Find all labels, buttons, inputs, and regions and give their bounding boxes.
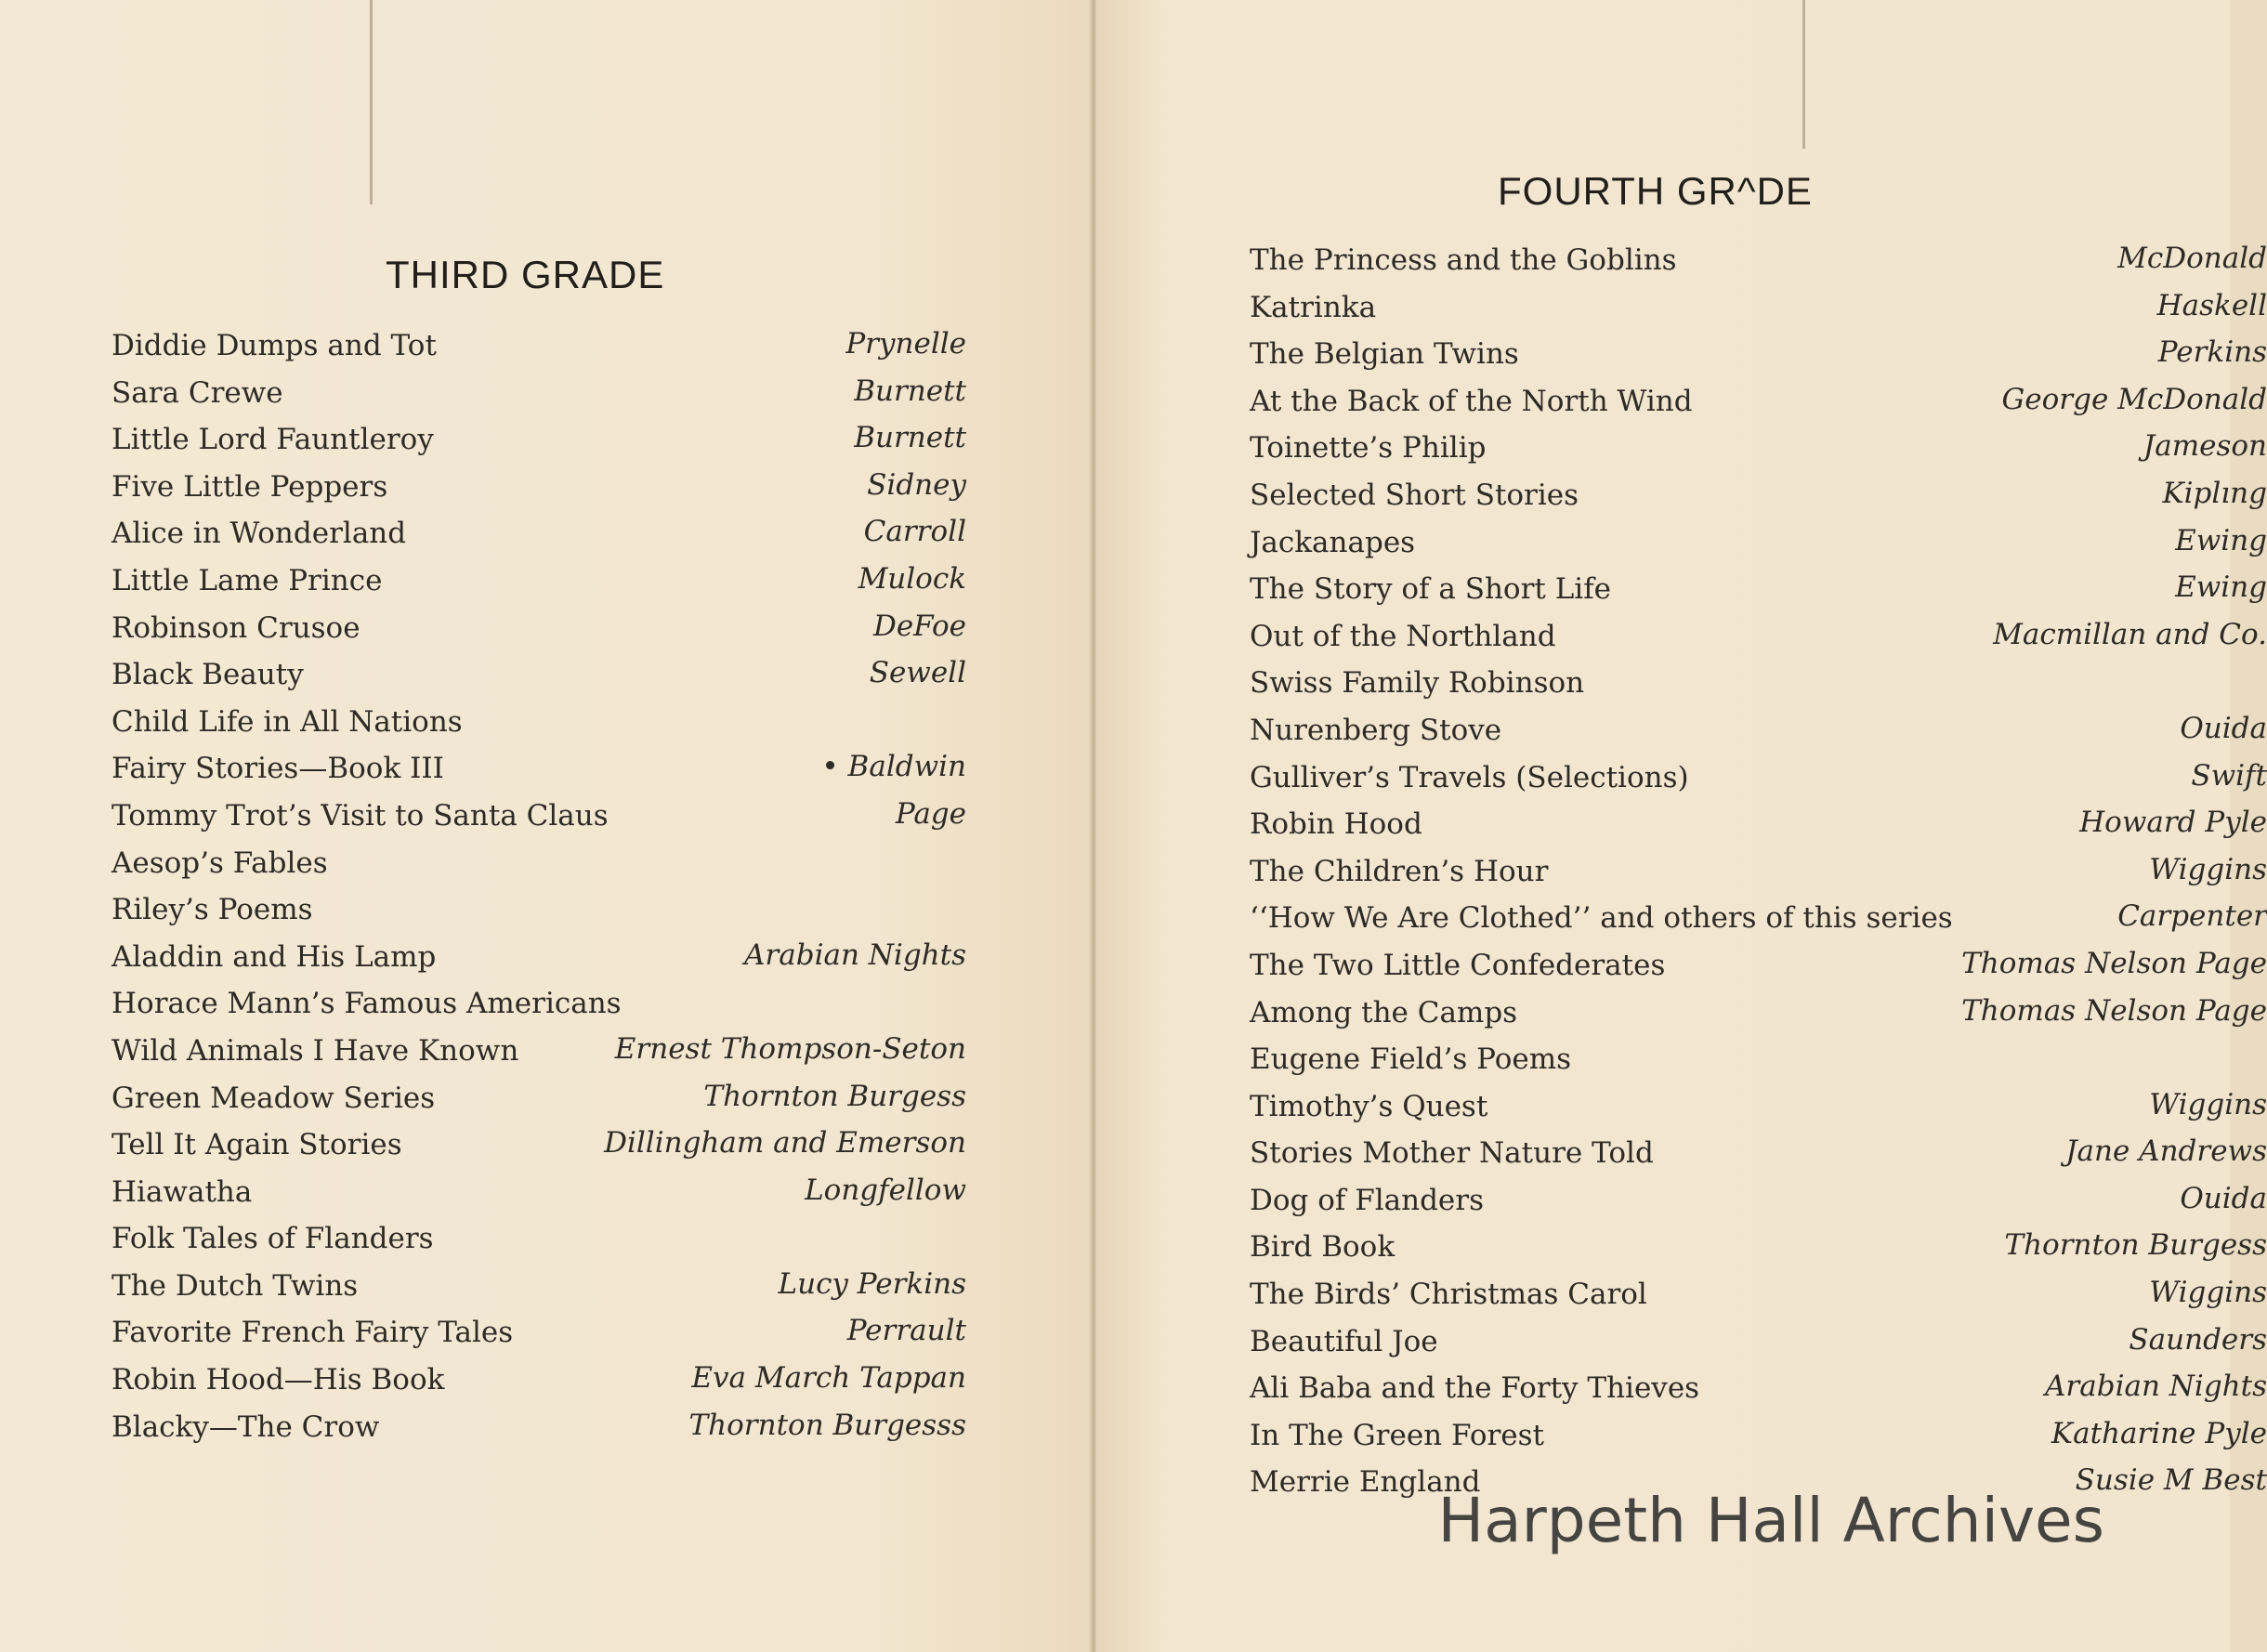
book-title: Ali Baba and the Forty Thieves (1250, 1371, 1700, 1406)
book-author: Ernest Thompson-Seton (614, 1031, 966, 1066)
book-title: Katrinka (1250, 290, 1377, 324)
book-author: Dillingham and Emerson (604, 1126, 966, 1160)
book-title: Folk Tales of Flanders (111, 1222, 434, 1256)
book-row (111, 1357, 966, 1404)
book-author: Eva March Tappan (691, 1361, 966, 1396)
book-title: Wild Animals I Have Known (111, 1033, 519, 1068)
book-row (1250, 1271, 2267, 1318)
book-row (111, 1075, 966, 1122)
book-author: Thomas Nelson Page (1961, 946, 2267, 980)
book-row (1250, 472, 2267, 519)
book-author: Thornton Burgess (2004, 1228, 2267, 1263)
book-title: Dog of Flanders (1250, 1183, 1484, 1217)
book-author: Thornton Burgess (703, 1079, 966, 1113)
book-row (111, 1028, 966, 1075)
book-title: Merrie England (1250, 1465, 1481, 1500)
book-title: Favorite French Fairy Tales (111, 1316, 514, 1350)
book-title: At the Back of the North Wind (1250, 384, 1693, 418)
book-title: Child Life in All Nations (111, 704, 463, 739)
book-row (1250, 425, 2267, 472)
third-grade-heading: THIRD GRADE (386, 253, 665, 296)
book-row (1250, 1083, 2267, 1131)
book-row (111, 605, 966, 652)
book-title: Among the Camps (1250, 995, 1518, 1029)
book-title: Diddie Dumps and Tot (111, 329, 437, 362)
book-row (111, 1263, 966, 1310)
book-title: In The Green Forest (1250, 1418, 1545, 1452)
book-row (111, 699, 966, 746)
book-author: Ouida (2180, 711, 2267, 745)
book-row (1250, 848, 2267, 896)
book-title: Fairy Stories—Book III (111, 752, 444, 786)
book-title: Robin Hood—His Book (111, 1363, 445, 1397)
book-row (1250, 1224, 2267, 1271)
book-author: Thomas Nelson Page (1961, 993, 2267, 1028)
book-row (111, 510, 966, 557)
book-title: Timothy’s Quest (1250, 1089, 1488, 1123)
book-title: The Dutch Twins (111, 1268, 359, 1303)
book-row (1250, 660, 2267, 707)
book-title: Alice in Wonderland (111, 517, 407, 551)
book-title: Black Beauty (111, 658, 304, 692)
book-author: Haskell (2156, 288, 2267, 322)
book-row (1250, 613, 2267, 661)
book-author: Prynelle (845, 327, 966, 361)
book-author: McDonald (2117, 242, 2267, 275)
book-author: Burnett (854, 374, 966, 408)
book-author: • Baldwin (821, 750, 966, 784)
book-author: Wiggins (2149, 1276, 2267, 1310)
fourth-grade-book-list (1250, 237, 2267, 1506)
book-author: Wiggins (2149, 1087, 2267, 1121)
book-row (1250, 566, 2267, 613)
book-row (111, 651, 966, 699)
archive-watermark: Harpeth Hall Archives (1437, 1485, 2104, 1556)
book-row (1250, 1130, 2267, 1177)
book-title: Gulliver’s Travels (Selections) (1250, 760, 1689, 794)
book-title: Tell It Again Stories (111, 1128, 402, 1162)
book-title: Five Little Peppers (111, 469, 388, 504)
book-title: The Birds’ Christmas Carol (1250, 1278, 1647, 1312)
book-row (1250, 707, 2267, 754)
book-author: Kiplıng (2162, 476, 2267, 510)
book-title: Selected Short Stories (1250, 478, 1579, 512)
book-row (1250, 801, 2267, 848)
book-row (1250, 519, 2267, 567)
book-author: Arabian Nights (744, 937, 966, 972)
book-row (111, 1404, 966, 1451)
book-author: Swift (2191, 758, 2267, 793)
book-title: Little Lord Fauntleroy (111, 423, 434, 457)
book-row (111, 1121, 966, 1169)
book-row (1250, 990, 2267, 1037)
book-author: Sidney (867, 467, 966, 502)
book-row (111, 322, 966, 370)
book-row (1250, 754, 2267, 802)
book-title: Hiawatha (111, 1174, 253, 1209)
book-author: Perrault (846, 1314, 966, 1348)
book-title: Stories Mother Nature Told (1250, 1136, 1654, 1171)
book-row (111, 886, 966, 934)
book-title: Aesop’s Fables (111, 846, 328, 880)
book-author: Ouida (2180, 1181, 2267, 1215)
book-row (1250, 331, 2267, 378)
book-author: Page (895, 796, 966, 831)
book-author: Burnett (854, 421, 966, 455)
book-title: The Belgian Twins (1250, 337, 1519, 372)
book-row (111, 934, 966, 981)
right-page (1096, 0, 2267, 1652)
book-author: Saunders (2129, 1322, 2267, 1357)
book-title: Jackanapes (1250, 525, 1416, 559)
book-title: ‘‘How We Are Clothed’’ and others of this series (1250, 901, 1953, 936)
book-row (111, 464, 966, 511)
book-title: Swiss Family Robinson (1250, 666, 1585, 701)
book-title: Aladdin and His Lamp (111, 939, 437, 974)
book-title: The Princess and the Goblins (1250, 243, 1677, 277)
book-row (111, 370, 966, 417)
book-row (1250, 942, 2267, 990)
book-row (1250, 1365, 2267, 1412)
book-title: Horace Mann’s Famous Americans (111, 987, 622, 1021)
book-row (111, 416, 966, 464)
paper-tear (1802, 0, 1805, 149)
book-author: DeFoe (872, 609, 966, 643)
left-page (0, 0, 1094, 1652)
book-row (111, 840, 966, 887)
book-row (1250, 378, 2267, 426)
book-title: Nurenberg Stove (1250, 713, 1502, 747)
book-row (1250, 1177, 2267, 1225)
book-title: Eugene Field’s Poems (1250, 1042, 1572, 1077)
book-author: Katharine Pyle (2051, 1416, 2267, 1450)
book-row (111, 557, 966, 605)
book-author: Carroll (863, 515, 966, 549)
book-row (1250, 1318, 2267, 1366)
book-author: Lucy Perkins (778, 1266, 966, 1301)
book-title: The Children’s Hour (1250, 854, 1549, 888)
book-author: Ewing (2175, 570, 2267, 605)
book-author: Ewing (2175, 523, 2267, 557)
book-title: Toinette’s Philip (1250, 431, 1487, 465)
book-author: Susie M Best (2075, 1463, 2267, 1498)
book-row (1250, 284, 2267, 332)
book-title: Riley’s Poems (111, 893, 313, 927)
book-author: Thornton Burgesss (688, 1408, 966, 1442)
book-author: George McDonald (2001, 382, 2267, 416)
book-row (111, 1215, 966, 1263)
book-author: Jane Andrews (2065, 1134, 2267, 1169)
book-title: Out of the Northland (1250, 619, 1556, 653)
book-title: Little Lame Prince (111, 563, 383, 597)
book-row (111, 1309, 966, 1357)
book-title: Robinson Crusoe (111, 610, 360, 645)
book-author: Howard Pyle (2079, 806, 2267, 840)
book-row (1250, 895, 2267, 942)
book-title: Green Meadow Series (111, 1081, 436, 1115)
book-title: Bird Book (1250, 1230, 1396, 1265)
book-title: Blacky—The Crow (111, 1409, 380, 1444)
book-row (1250, 237, 2267, 284)
book-title: Sara Crewe (111, 375, 283, 410)
book-title: The Story of a Short Life (1250, 572, 1612, 607)
book-author: Jameson (2143, 429, 2267, 464)
book-row (111, 793, 966, 840)
book-title: Beautiful Joe (1250, 1324, 1438, 1358)
book-title: The Two Little Confederates (1250, 948, 1666, 982)
book-row (111, 1169, 966, 1216)
book-row (111, 745, 966, 793)
book-row (1250, 1412, 2267, 1460)
book-author: Arabian Nights (2045, 1370, 2267, 1404)
fourth-grade-heading: FOURTH GR^DE (1498, 169, 1813, 213)
book-author: Wiggins (2149, 852, 2267, 886)
book-row (111, 980, 966, 1028)
book-title: Tommy Trot’s Visit to Santa Claus (111, 798, 609, 833)
book-author: Macmillan and Co. (1993, 617, 2267, 651)
third-grade-book-list (111, 322, 966, 1450)
paper-tear (370, 0, 373, 204)
book-author: Longfellow (805, 1173, 966, 1207)
book-author: Mulock (858, 561, 966, 596)
book-author: Sewell (869, 656, 966, 690)
book-author: Perkins (2157, 335, 2267, 370)
book-row (1250, 1036, 2267, 1083)
book-author: Carpenter (2117, 899, 2267, 934)
book-title: Robin Hood (1250, 807, 1422, 842)
